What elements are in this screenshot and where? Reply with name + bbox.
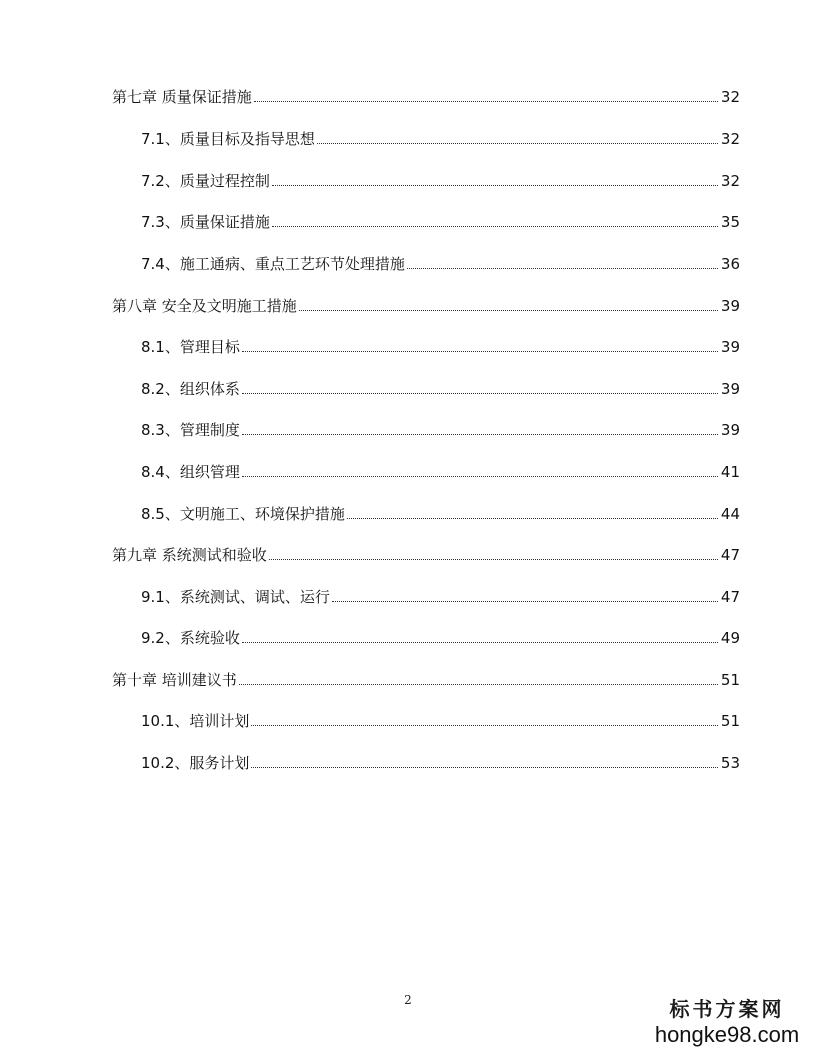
dot-leader <box>251 725 718 726</box>
dot-leader <box>242 351 718 352</box>
toc-entry-chapter-10[interactable] <box>112 669 740 691</box>
dot-leader <box>407 268 718 269</box>
toc-entry-9-2[interactable] <box>141 627 740 649</box>
toc-entry-title: 8.5、文明施工、环境保护措施 <box>141 505 345 523</box>
toc-entry-8-3[interactable] <box>141 419 740 441</box>
toc-entry-8-2[interactable] <box>141 378 740 400</box>
dot-leader <box>251 767 718 768</box>
toc-entry-title: 第九章 系统测试和验收 <box>112 546 267 564</box>
toc-entry-page: 41 <box>720 463 740 481</box>
toc-entry-page: 44 <box>720 505 740 523</box>
toc-entry-7-3[interactable] <box>141 211 740 233</box>
toc-entry-7-2[interactable] <box>141 170 740 192</box>
toc-entry-page: 32 <box>720 172 740 190</box>
toc-entry-page: 32 <box>720 130 740 148</box>
watermark-url: hongke98.com <box>654 1022 800 1047</box>
watermark <box>652 996 802 1048</box>
toc-entry-8-4[interactable] <box>141 461 740 483</box>
toc-entry-title: 9.2、系统验收 <box>141 629 240 647</box>
toc-entry-10-1[interactable] <box>141 710 740 732</box>
dot-leader <box>242 476 718 477</box>
toc-entry-9-1[interactable] <box>141 586 740 608</box>
toc-entry-page: 47 <box>720 546 740 564</box>
toc-entry-chapter-8[interactable] <box>112 295 740 317</box>
toc-entry-page: 35 <box>720 213 740 231</box>
toc-entry-page: 53 <box>720 754 740 772</box>
dot-leader <box>332 601 718 602</box>
dot-leader <box>239 684 718 685</box>
toc-entry-page: 36 <box>720 255 740 273</box>
toc-entry-title: 10.2、服务计划 <box>141 754 250 772</box>
toc-entry-title: 8.2、组织体系 <box>141 380 240 398</box>
toc-entry-page: 39 <box>720 297 740 315</box>
toc-entry-8-5[interactable] <box>141 503 740 525</box>
toc-entry-title: 第八章 安全及文明施工措施 <box>112 297 297 315</box>
toc-entry-title: 7.3、质量保证措施 <box>141 213 270 231</box>
toc-entry-chapter-9[interactable] <box>112 544 740 566</box>
toc-entry-page: 39 <box>720 380 740 398</box>
toc-entry-page: 49 <box>720 629 740 647</box>
dot-leader <box>242 642 718 643</box>
toc-entry-10-2[interactable] <box>141 752 740 774</box>
dot-leader <box>347 518 718 519</box>
dot-leader <box>317 143 718 144</box>
dot-leader <box>242 434 718 435</box>
dot-leader <box>269 559 718 560</box>
dot-leader <box>242 393 718 394</box>
dot-leader <box>254 101 718 102</box>
page-number: 2 <box>404 993 412 1007</box>
toc-entry-page: 51 <box>720 671 740 689</box>
toc-entry-chapter-7[interactable] <box>112 86 740 108</box>
toc-entry-page: 32 <box>720 88 740 106</box>
dot-leader <box>272 185 718 186</box>
toc-entry-title: 8.3、管理制度 <box>141 421 240 439</box>
dot-leader <box>299 310 718 311</box>
toc-entry-title: 第七章 质量保证措施 <box>112 88 252 106</box>
toc-entry-title: 9.1、系统测试、调试、运行 <box>141 588 330 606</box>
toc-entry-title: 10.1、培训计划 <box>141 712 250 730</box>
toc-entry-title: 8.1、管理目标 <box>141 338 240 356</box>
toc-entry-8-1[interactable] <box>141 336 740 358</box>
toc-entry-title: 7.1、质量目标及指导思想 <box>141 130 315 148</box>
toc-entry-title: 第十章 培训建议书 <box>112 671 237 689</box>
toc-entry-page: 47 <box>720 588 740 606</box>
toc-entry-title: 7.4、施工通病、重点工艺环节处理措施 <box>141 255 405 273</box>
dot-leader <box>272 226 718 227</box>
toc-entry-7-1[interactable] <box>141 128 740 150</box>
toc-entry-page: 51 <box>720 712 740 730</box>
toc-entry-title: 7.2、质量过程控制 <box>141 172 270 190</box>
toc-entry-page: 39 <box>720 421 740 439</box>
watermark-name: 标书方案网 <box>669 997 785 1021</box>
toc-entry-page: 39 <box>720 338 740 356</box>
toc-entry-title: 8.4、组织管理 <box>141 463 240 481</box>
toc-entry-7-4[interactable] <box>141 253 740 275</box>
